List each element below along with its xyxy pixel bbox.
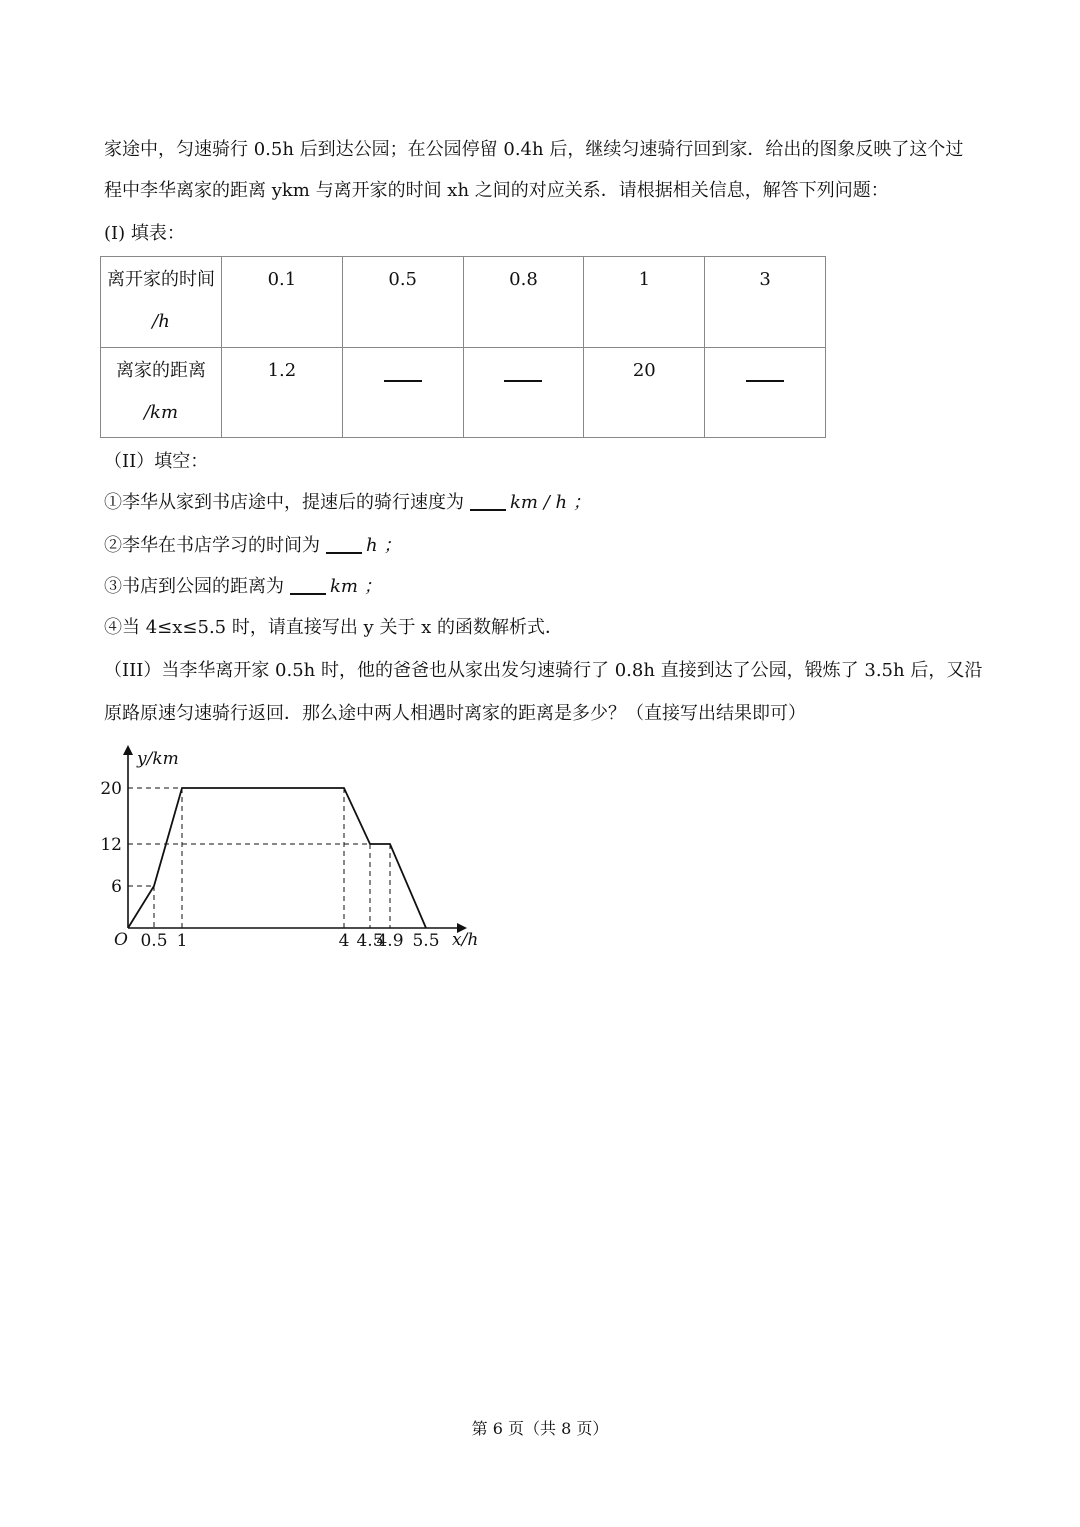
paragraph-line-1: 家途中，匀速骑行 0.5h 后到达公园；在公园停留 0.4h 后，继续匀速骑行回到家．给出的图象反映了这个过	[104, 139, 964, 160]
fill-in-table	[100, 256, 826, 438]
question-2: ②李华在书店学习的时间为 h ；	[104, 535, 402, 556]
row-header-distance: 离家的距离 /km	[101, 347, 222, 438]
answer-blank	[463, 347, 584, 438]
y-tick-label: 12	[100, 835, 122, 855]
x-tick-label: 0.5	[140, 931, 168, 951]
x-tick-label: 4.5	[356, 931, 384, 951]
table-cell: 1.2	[222, 347, 343, 438]
paragraph-line-2: 程中李华离家的距离 ykm 与离开家的时间 xh 之间的对应关系．请根据相关信息，解答下列问题：	[104, 180, 889, 201]
answer-blank	[342, 347, 463, 438]
tick-labels	[100, 779, 439, 951]
page-footer: 第 6 页（共 8 页）	[471, 1419, 609, 1438]
part1-heading: (I) 填表：	[104, 223, 185, 244]
answer-blank	[290, 577, 326, 595]
answer-blank	[705, 347, 826, 438]
x-tick-label: 5.5	[412, 931, 440, 951]
y-tick-label: 20	[100, 779, 122, 799]
x-tick-label: 4.9	[376, 931, 404, 951]
table-cell: 0.1	[222, 257, 343, 348]
table-cell: 0.8	[463, 257, 584, 348]
table-cell: 0.5	[342, 257, 463, 348]
part2-heading: （II）填空：	[104, 451, 209, 472]
distance-time-graph	[100, 740, 500, 960]
x-tick-label: 1	[176, 931, 188, 951]
series-polyline	[128, 788, 426, 928]
table-row	[101, 347, 826, 438]
table-cell: 20	[584, 347, 705, 438]
row-header-time: 离开家的时间 /h	[101, 257, 222, 348]
x-tick-label: 4	[338, 931, 350, 951]
part3-line-1: （III）当李华离开家 0.5h 时，他的爸爸也从家出发匀速骑行了 0.8h 直接到达了公园，锻炼了 3.5h 后，又沿	[104, 660, 983, 681]
table-cell: 1	[584, 257, 705, 348]
question-3: ③书店到公园的距离为 km ；	[104, 576, 382, 597]
question-1: ①李华从家到书店途中，提速后的骑行速度为 km / h ；	[104, 492, 591, 513]
series-line	[128, 788, 426, 928]
y-axis-label: y/km	[137, 749, 179, 769]
table-cell: 3	[705, 257, 826, 348]
question-4: ④当 4≤x≤5.5 时，请直接写出 y 关于 x 的函数解析式．	[104, 617, 564, 638]
x-axis-label: x/h	[452, 930, 479, 950]
guide-lines	[128, 788, 390, 928]
origin-label: O	[114, 930, 128, 950]
answer-blank	[470, 493, 506, 511]
answer-blank	[326, 536, 362, 554]
table-row	[101, 257, 826, 348]
y-tick-label: 6	[111, 877, 122, 897]
part3-line-2: 原路原速匀速骑行返回．那么途中两人相遇时离家的距离是多少？（直接写出结果即可）	[104, 703, 806, 724]
